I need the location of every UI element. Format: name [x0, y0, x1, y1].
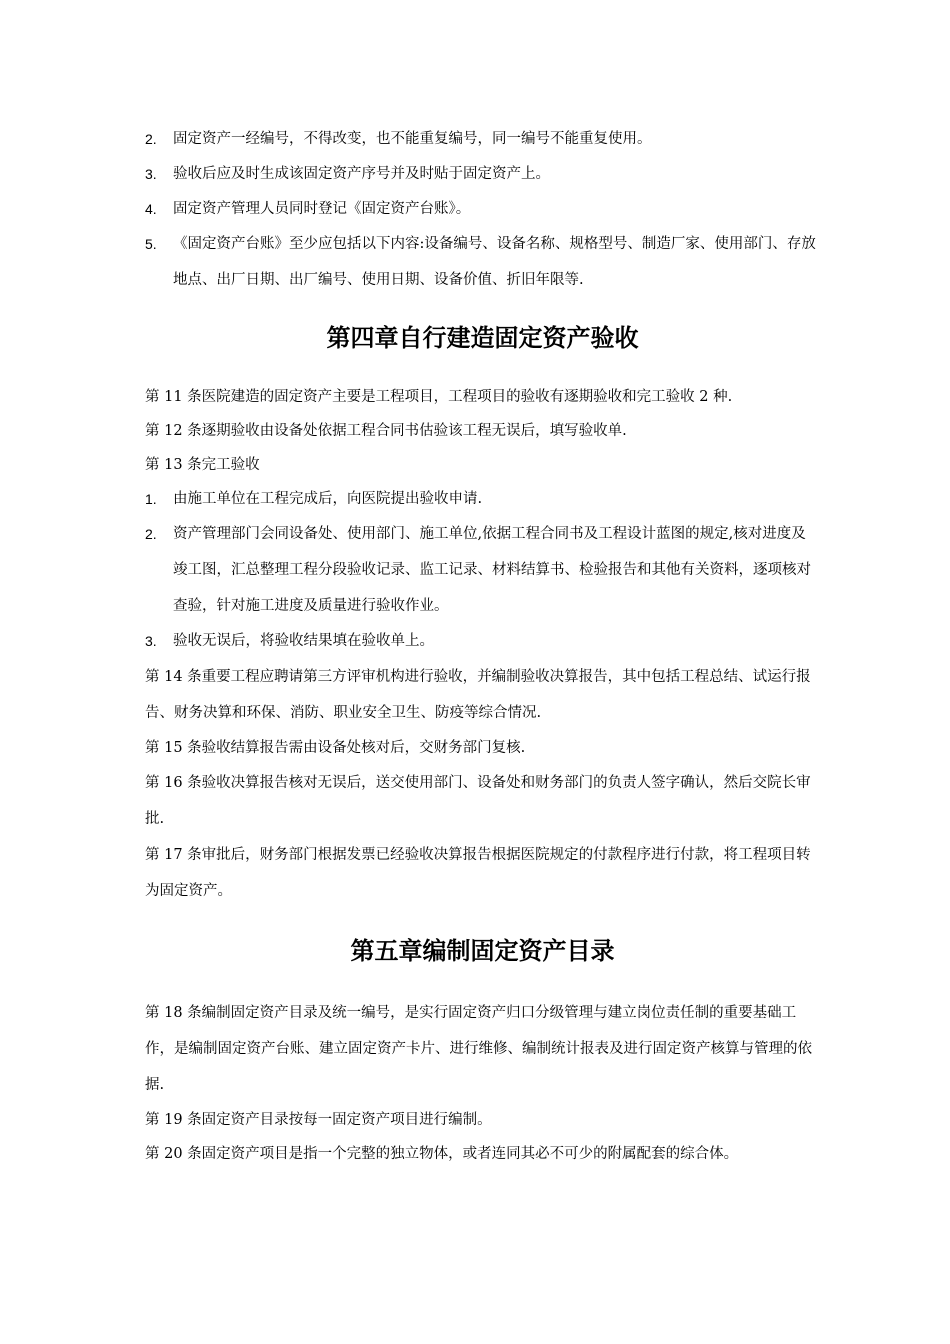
list-text: 固定资产管理人员同时登记《固定资产台账》。 [173, 201, 471, 217]
list-number: 3. [145, 633, 157, 649]
chapter-4-heading: 第四章自行建造固定资产验收 [326, 324, 639, 352]
list-text: 《固定资产台账》至少应包括以下内容:设备编号、设备名称、规格型号、制造厂家、使用部门、存放地点、出厂日期、出厂编号、使用日期、设备价值、折旧年限等. [173, 236, 816, 288]
document-body [145, 122, 820, 1171]
list-number: 2. [145, 131, 157, 147]
list-item [145, 624, 820, 659]
article-19: 第 19 条固定资产目录按每一固定资产项目进行编制。 [145, 1112, 492, 1128]
article-12: 第 12 条逐期验收由设备处依据工程合同书估验该工程无误后，填写验收单. [145, 423, 627, 439]
article-20: 第 20 条固定资产项目是指一个完整的独立物体，或者连同其必不可少的附属配套的综合体。 [145, 1146, 739, 1162]
article-17: 第 17 条审批后，财务部门根据发票已经验收决算报告根据医院规定的付款程序进行付款，将工程项目转为固定资产。 [145, 847, 811, 899]
list-text: 资产管理部门会同设备处、使用部门、施工单位,依据工程合同书及工程设计蓝图的规定,核对进度及竣工图，汇总整理工程分段验收记录、监工记录、材料结算书、检验报告和其他有关资料，逐项核对查验，针对施工进度及质量进行验收作业。 [173, 526, 811, 614]
list-item [145, 227, 820, 298]
list-number: 4. [145, 201, 157, 217]
article-16: 第 16 条验收决算报告核对无误后，送交使用部门、设备处和财务部门的负责人签字确认，然后交院长审批. [145, 775, 811, 827]
list-number: 5. [145, 236, 157, 252]
article-11: 第 11 条医院建造的固定资产主要是工程项目，工程项目的验收有逐期验收和完工验收 2 种. [145, 389, 733, 405]
article-13: 第 13 条完工验收 [145, 457, 260, 473]
list-text: 验收无误后，将验收结果填在验收单上。 [173, 633, 434, 649]
list-number: 3. [145, 166, 157, 182]
chapter-5-heading: 第五章编制固定资产目录 [350, 937, 615, 965]
list-number: 2. [145, 526, 157, 542]
article-15: 第 15 条验收结算报告需由设备处核对后，交财务部门复核. [145, 740, 526, 756]
list-text: 由施工单位在工程完成后，向医院提出验收申请. [173, 491, 483, 507]
list-item [145, 192, 820, 227]
list-text: 验收后应及时生成该固定资产序号并及时贴于固定资产上。 [173, 166, 550, 182]
list-text: 固定资产一经编号，不得改变，也不能重复编号，同一编号不能重复使用。 [173, 131, 652, 147]
article-18: 第 18 条编制固定资产目录及统一编号，是实行固定资产归口分级管理与建立岗位责任制的重要基础工作，是编制固定资产台账、建立固定资产卡片、进行维修、编制统计报表及进行固定资产核算与管理的依据. [145, 1005, 812, 1093]
list-item [145, 482, 820, 517]
list-item [145, 517, 820, 624]
list-item [145, 157, 820, 192]
article-14: 第 14 条重要工程应聘请第三方评审机构进行验收，并编制验收决算报告，其中包括工程总结、试运行报告、财务决算和环保、消防、职业安全卫生、防疫等综合情况. [145, 669, 811, 721]
list-item [145, 122, 820, 157]
list-number: 1. [145, 491, 157, 507]
